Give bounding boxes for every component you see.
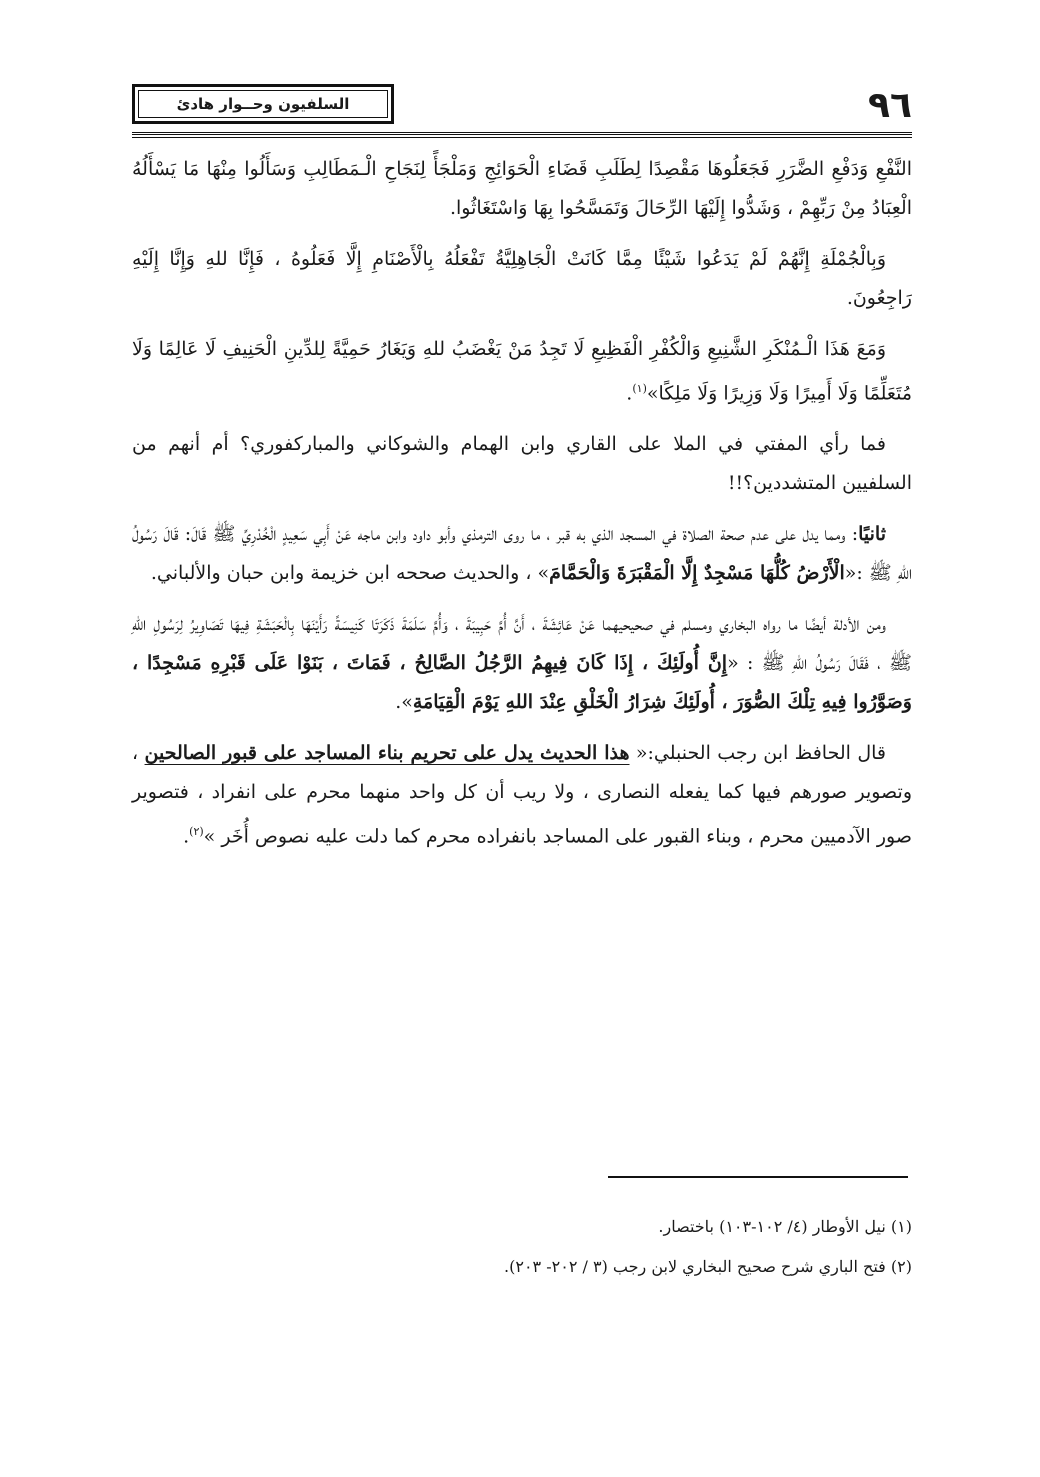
emphasized-text: هذا الحديث يدل على تحريم بناء المساجد على قبور الصالحين bbox=[144, 742, 630, 765]
paragraph-1 bbox=[132, 150, 912, 228]
footnote-ref-2: (٢) bbox=[189, 825, 204, 839]
quote-text: وَبِالْجُمْلَةِ إِنَّهُمْ لَمْ يَدَعُوا شَيْئًا مِمَّا كَانَتْ الْجَاهِلِيَّةُ تَفْعَلُهُ بِالْأَصْنَامِ إِلَّا فَعَلُوهُ ، فَإِنَّا للهِ وَإِنَّا إِلَيْهِ رَاجِعُونَ. bbox=[132, 248, 912, 309]
quote-text: وَمَعَ هَذَا الْـمُنْكَرِ الشَّنِيعِ وَالْكُفْرِ الْفَظِيعِ لَا تَجِدُ مَنْ يَغْضَبُ للهِ وَيَغَارُ حَمِيَّةً لِلدِّينِ الْحَنِيفِ لَا عَالِمًا وَلَا مُتَعَلِّمًا وَلَا أَمِيرًا وَلَا وَزِيرًا وَلَا مَلِكًا» bbox=[132, 338, 912, 405]
paragraph-text: فما رأي المفتي في الملا على القاري وابن الهمام والشوكاني والمباركفوري؟ أم أنهم من السلفيين المتشددين؟!! bbox=[132, 433, 912, 495]
paragraph-text: : ومما يدل على عدم صحة الصلاة في المسجد الذي به قبر ، ما روى الترمذي وأبو داود وابن ماجه عَنْ أَبِي سَعِيدٍ الْخُدْرِيِّ ﷺ قَالَ: قَالَ رَسُولُ اللهِ ﷺ :« bbox=[132, 523, 912, 585]
footnote-2: (٢) فتح الباري شرح صحيح البخاري لابن رجب (٣ / ٢٠٢- ٢٠٣). bbox=[504, 1257, 912, 1276]
footnote-separator bbox=[608, 1176, 908, 1178]
paragraph-text: قال الحافظ ابن رجب الحنبلي: bbox=[647, 742, 886, 765]
paragraph-3 bbox=[132, 330, 912, 413]
footnotes bbox=[132, 1214, 912, 1294]
paragraph-text: ومن الأدلة أيضًا ما رواه البخاري ومسلم في صحيحيهما عَنْ عَائِشَةَ ، أَنَّ أُمَّ حَبِيبَةَ ، وَأُمَّ سَلَمَةَ ذَكَرَتَا كَنِيسَةً رَأَيْنَهَا بِالْحَبَشَةِ فِيهَا تَصَاوِيرُ لِرَسُولِ اللهِ ﷺ ، فَقَالَ رَسُولُ اللهِ ﷺ : « bbox=[132, 613, 912, 675]
header-rule bbox=[132, 132, 912, 135]
paragraph-text: ، وتصوير صورهم فيها كما يفعله النصارى ، ولا ريب أن كل واحد منهما محرم على انفراد ، فتصوير صور الآدميين محرم ، وبناء القبور على المساجد بانفراده محرم كما دلت عليه نصوص أُخَر » bbox=[132, 742, 912, 848]
paragraph-2 bbox=[132, 240, 912, 318]
paragraph-5 bbox=[132, 515, 912, 593]
hadith-text: إِنَّ أُولَئِكَ ، إِذَا كَانَ فِيهِمُ الرَّجُلُ الصَّالِحُ ، فَمَاتَ ، بَنَوْا عَلَى قَبْرِهِ مَسْجِدًا ، وَصَوَّرُوا فِيهِ تِلْكَ الصُّوَرَ ، أُولَئِكَ شِرَارُ الْخَلْقِ عِنْدَ اللهِ يَوْمَ الْقِيَامَةِ bbox=[132, 652, 912, 714]
running-title: السلفيون وحــوار هادئ bbox=[138, 90, 388, 118]
page-header bbox=[132, 84, 912, 134]
paragraph-6 bbox=[132, 605, 912, 722]
paragraph-4 bbox=[132, 425, 912, 503]
quote-text: النَّفْعِ وَدَفْعِ الضَّرَرِ فَجَعَلُوهَا مَقْصِدًا لِطَلَبِ قَضَاءِ الْحَوَائِجِ وَمَلْجَأً لِنَجَاحِ الْـمَطَالِبِ وَسَأَلُوا مِنْهَا مَا يَسْأَلُهُ الْعِبَادُ مِنْ رَبِّهِمْ ، وَشَدُّوا إِلَيْهَا الرِّحَالَ وَتَمَسَّحُوا بِهَا وَاسْتَغَاثُوا. bbox=[132, 158, 912, 219]
punctuation: . bbox=[183, 825, 190, 848]
body-text bbox=[132, 150, 912, 869]
paragraph-7 bbox=[132, 734, 912, 856]
footnote-1: (١) نيل الأوطار (٤/ ١٠٢-١٠٣) باختصار. bbox=[658, 1217, 912, 1236]
section-label: ثانيًا bbox=[858, 523, 886, 546]
footnote-ref-1: (١) bbox=[632, 382, 647, 395]
quote-open: « bbox=[629, 742, 648, 765]
paragraph-text: ». bbox=[395, 691, 413, 714]
page-number: ٩٦ bbox=[868, 85, 912, 126]
punctuation: . bbox=[626, 382, 633, 405]
paragraph-text: » ، والحديث صححه ابن خزيمة وابن حبان والألباني. bbox=[150, 562, 550, 585]
hadith-text: الْأَرْضُ كُلُّهَا مَسْجِدٌ إِلَّا الْمَقْبَرَةَ وَالْحَمَّامَ bbox=[549, 562, 845, 585]
running-title-frame bbox=[132, 84, 394, 124]
